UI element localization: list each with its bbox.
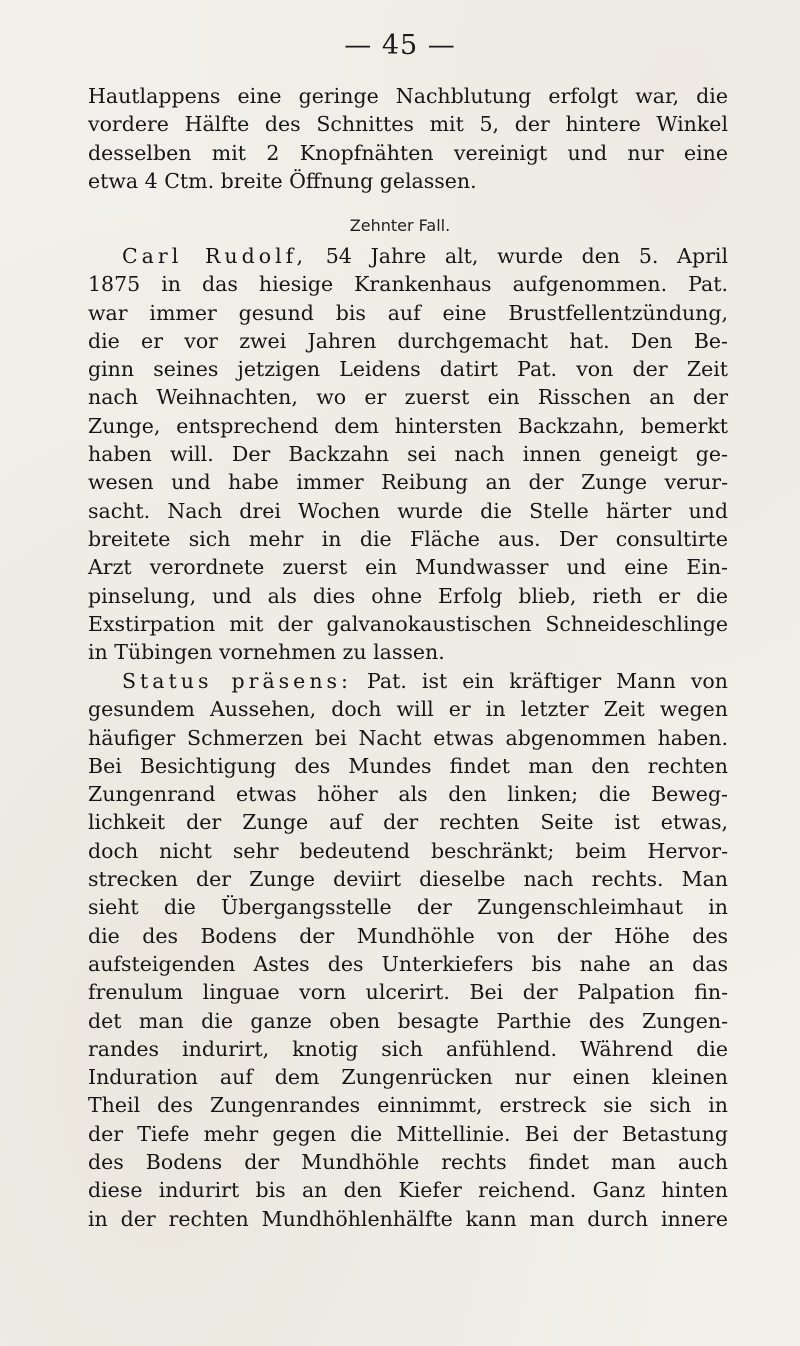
text-line: sieht die Übergangsstelle der Zungenschleimhaut in (88, 895, 728, 920)
text-line: die des Bodens der Mundhöhle von der Höhe des (88, 923, 728, 948)
paragraph-2 (88, 242, 728, 666)
text-line: nach Weihnachten, wo er zuerst ein Risschen an der (88, 385, 728, 410)
text-line: Arzt verordnete zuerst ein Mundwasser und eine Ein- (88, 555, 728, 580)
text-line: strecken der Zunge deviirt dieselbe nach rechts. Man (88, 867, 728, 892)
text-line: aufsteigenden Astes des Unterkiefers bis nahe an das (88, 951, 728, 976)
case-heading: Zehnter Fall. (349, 216, 451, 235)
text-line: sacht. Nach drei Wochen wurde die Stelle härter und (88, 498, 728, 523)
page-number-header: — 45 — (344, 30, 456, 61)
text-line: doch nicht sehr bedeutend beschränkt; beim Hervor- (88, 838, 728, 863)
status-label: Status präsens: (122, 669, 352, 693)
text-line: in Tübingen vornehmen zu lassen. (88, 640, 445, 665)
patient-name: Carl Rudolf, (122, 244, 308, 268)
text-line: Induration auf dem Zungenrücken nur einen kleinen (88, 1065, 728, 1090)
text-line: diese indurirt bis an den Kiefer reichend. Ganz hinten (88, 1178, 728, 1203)
paragraph-3 (88, 667, 728, 1233)
text-line: des Bodens der Mundhöhle rechts findet man auch (88, 1150, 728, 1175)
text-line: pinselung, und als dies ohne Erfolg blieb, rieth er die (88, 583, 728, 608)
text-line: die er vor zwei Jahren durchgemacht hat. Den Be- (88, 328, 728, 353)
text-line: Theil des Zungenrandes einnimmt, erstreck sie sich in (88, 1093, 728, 1118)
text-line: häufiger Schmerzen bei Nacht etwas abgenommen haben. (88, 725, 728, 750)
text-line: randes indurirt, knotig sich anfühlend. Während die (88, 1036, 728, 1061)
text-fragment: Pat. ist ein kräftiger Mann von (367, 669, 728, 693)
text-line: haben will. Der Backzahn sei nach innen geneigt ge- (88, 442, 728, 467)
text-line: ginn seines jetzigen Leidens datirt Pat. von der Zeit (88, 357, 728, 382)
text-line: in der rechten Mundhöhlenhälfte kann man durch innere (88, 1206, 728, 1231)
text-line: Zunge, entsprechend dem hintersten Backzahn, bemerkt (88, 413, 728, 438)
text-line (88, 667, 728, 695)
text-fragment: 54 Jahre alt, wurde den 5. April (325, 244, 728, 268)
text-line: Hautlappens eine geringe Nachblutung erfolgt war, die (88, 84, 728, 108)
text-line: Bei Besichtigung des Mundes findet man den rechten (88, 753, 728, 778)
paragraph-1 (88, 82, 728, 195)
text-line: wesen und habe immer Reibung an der Zunge verur- (88, 470, 728, 495)
text-line: lichkeit der Zunge auf der rechten Seite ist etwas, (88, 810, 728, 835)
text-line: war immer gesund bis auf eine Brustfellentzündung, (88, 300, 728, 325)
text-line: 1875 in das hiesige Krankenhaus aufgenommen. Pat. (88, 272, 728, 297)
text-line: Exstirpation mit der galvanokaustischen Schneideschlinge (88, 611, 728, 636)
text-line: breitete sich mehr in die Fläche aus. Der consultirte (88, 526, 728, 551)
text-line (88, 242, 728, 270)
text-line: etwa 4 Ctm. breite Öffnung gelassen. (88, 168, 477, 193)
text-line: frenulum linguae vorn ulcerirt. Bei der Palpation fin- (88, 980, 728, 1005)
text-line: vordere Hälfte des Schnittes mit 5, der hintere Winkel (88, 112, 728, 137)
text-line: Zungenrand etwas höher als den linken; die Beweg- (88, 782, 728, 807)
text-line: desselben mit 2 Knopfnähten vereinigt und nur eine (88, 140, 728, 165)
text-line: det man die ganze oben besagte Parthie des Zungen- (88, 1008, 728, 1033)
text-line: gesundem Aussehen, doch will er in letzter Zeit wegen (88, 697, 728, 722)
text-line: der Tiefe mehr gegen die Mittellinie. Bei der Betastung (88, 1121, 728, 1146)
